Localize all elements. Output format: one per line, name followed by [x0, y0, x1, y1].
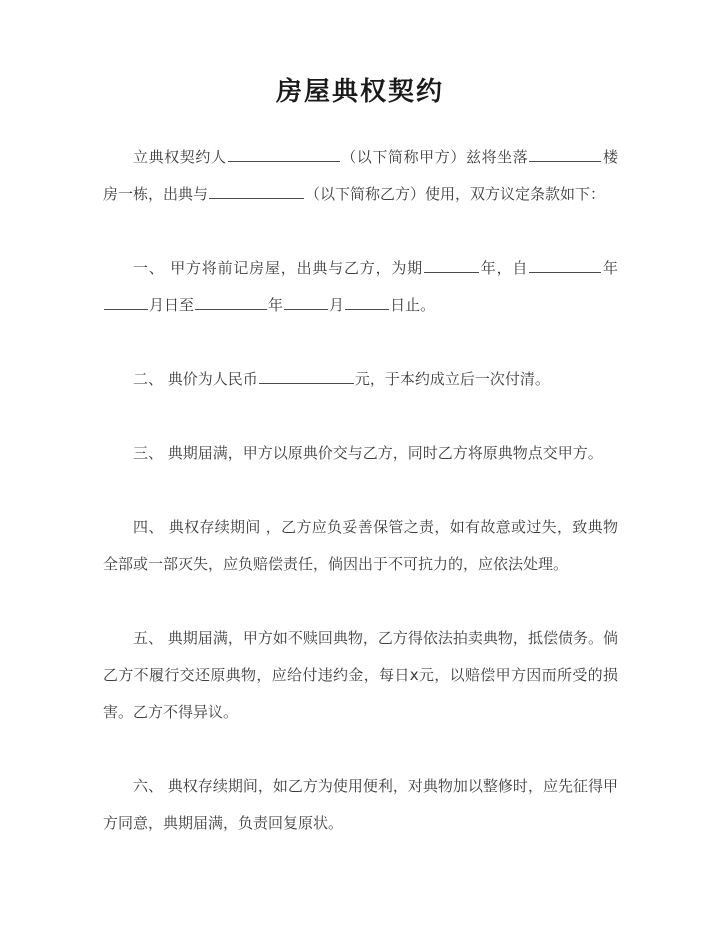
clause-1-number: 一、: [133, 258, 165, 277]
clause-6: [103, 768, 618, 842]
clause-2: [103, 361, 618, 398]
clause-1-text-3: 年: [602, 258, 618, 277]
blank-price-amount[interactable]: [259, 368, 354, 384]
clause-1-text-1: 甲方将前记房屋，出典与乙方，为期: [170, 258, 423, 277]
blank-end-month[interactable]: [284, 294, 328, 310]
blank-start-month[interactable]: [104, 294, 148, 310]
page-title: 房屋典权契约: [275, 77, 444, 107]
blank-term-years[interactable]: [424, 257, 479, 273]
clause-1: [103, 250, 618, 324]
clause-1-text-6: 年: [268, 295, 284, 314]
clause-3-text: 典期届满，甲方以原典价交与乙方，同时乙方将原典物点交甲方。: [167, 443, 603, 462]
clause-5-text: 典期届满，甲方如不赎回典物，乙方得依法拍卖典物，抵偿债务。倘乙方不履行交还原典物，应给付违约金，每日x元，以赔偿甲方因而所受的损害。乙方不得异议。: [103, 628, 618, 721]
clause-5-number: 五、: [133, 628, 164, 647]
preamble-after-location-text: 楼房一栋，出典与: [103, 147, 618, 203]
clause-1-text-2: 年，自: [479, 258, 529, 277]
preamble-paragraph: [103, 139, 618, 213]
blank-party-b[interactable]: [209, 183, 304, 199]
preamble-lead-text: 立典权契约人: [133, 147, 227, 166]
blank-location[interactable]: [529, 146, 601, 162]
blank-party-a[interactable]: [228, 146, 340, 162]
blank-start-year[interactable]: [529, 257, 601, 273]
clause-1-text-5: 日至: [164, 295, 195, 314]
clause-2-text-1: 典价为人民币: [167, 369, 258, 388]
clause-1-text-4: 月: [149, 295, 165, 314]
clause-1-text-7: 月: [329, 295, 345, 314]
clause-2-text-2: 元，于本约成立后一次付清。: [354, 369, 550, 388]
clause-2-number: 二、: [133, 369, 164, 388]
blank-end-day[interactable]: [345, 294, 389, 310]
clause-3-number: 三、: [133, 443, 164, 462]
clause-4: [103, 509, 618, 583]
clause-6-number: 六、: [133, 776, 164, 795]
blank-end-year[interactable]: [195, 294, 267, 310]
clause-1-text-8: 日止。: [390, 295, 436, 314]
preamble-after-party-b-text: （以下简称乙方）使用，双方议定条款如下：: [305, 184, 606, 203]
clause-5: [103, 620, 618, 731]
clause-4-text: 典权存续期间 ，乙方应负妥善保管之责，如有故意或过失，致典物全部或一部灭失，应负赔偿责任，倘因出于不可抗力的，应依法处理。: [103, 517, 618, 573]
clause-6-text: 典权存续期间，如乙方为使用便利，对典物加以整修时，应先征得甲方同意，典期届满，负责回复原状。: [103, 776, 618, 832]
clause-4-number: 四、: [133, 517, 164, 536]
clause-3: [103, 435, 618, 472]
document-body: [0, 139, 720, 842]
preamble-after-party-a-text: （以下简称甲方）兹将坐落: [340, 147, 529, 166]
